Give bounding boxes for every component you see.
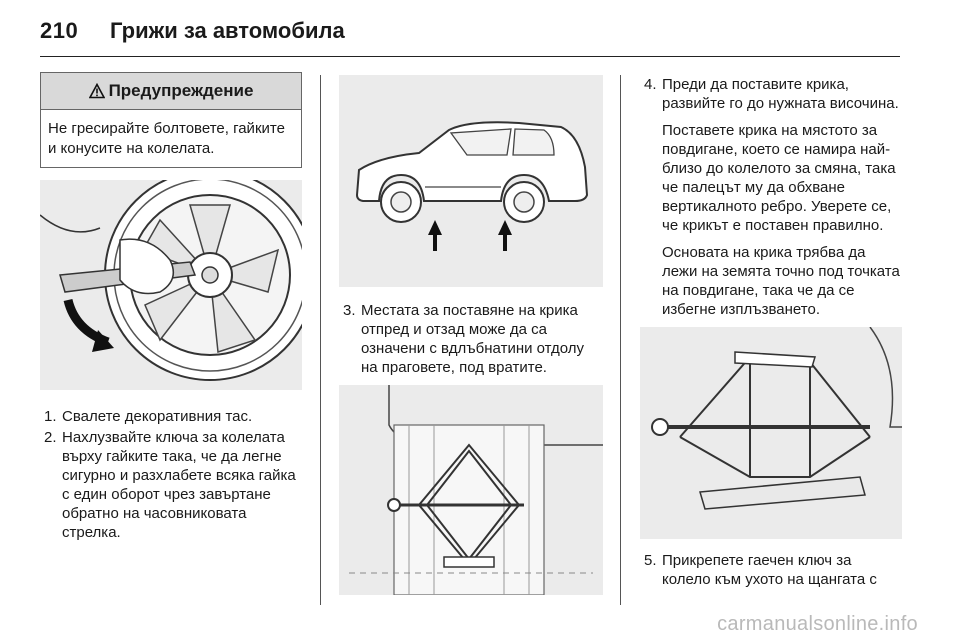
column-middle — [339, 72, 603, 595]
watermark: carmanualsonline.info — [717, 613, 918, 635]
column-divider — [320, 75, 321, 605]
warning-header — [41, 73, 301, 110]
header-rule — [40, 56, 900, 57]
chapter-title: Грижи за автомобила — [110, 18, 345, 43]
list-item: 2. Нахлузвайте ключа за колелата върху гайките така, че да легне сигурно и разхлабете всяка гайка с един оборот чрез завъртане обратно на часовниковата стрелка. — [44, 429, 296, 541]
car-jack-points-illustration — [339, 75, 603, 287]
list-item: 5. Прикрепете гаечен ключ за колело към ухото на щангата с — [644, 552, 877, 588]
warning-triangle-icon — [89, 83, 105, 99]
list-item: 3. Местата за поставяне на крика отпред и отзад може да са означени с вдлъбнатини отдолу на праговете, под вратите. — [343, 302, 585, 376]
column-left — [40, 72, 302, 542]
scissor-jack-illustration — [640, 327, 902, 539]
warning-box — [40, 72, 302, 168]
column-divider — [620, 75, 621, 605]
page-header — [40, 16, 920, 56]
column-right — [640, 72, 902, 589]
list-item: 4. Преди да поставите крика, развийте го до нужната височина. — [644, 76, 899, 112]
list-item: 1. Свалете декоративния тас. — [44, 408, 253, 425]
paragraph: Основата на крика трябва да лежи на земята точно под точката на повдигане, така че да се избегне изплъзването. — [662, 244, 900, 318]
warning-text: Не гресирайте болтовете, гайките и конусите на колелата. — [48, 120, 285, 157]
paragraph: Поставете крика на мястото за повдигане, което се намира най-близо до колелото за смяна, така че палецът му да обхване вертикалното ребро. Уверете се, че крикът е поставен правилно. — [662, 122, 896, 234]
jack-front-view-illustration — [339, 385, 603, 595]
warning-title: Предупреждение — [108, 81, 254, 100]
wheel-wrench-illustration — [40, 180, 302, 390]
page-number: 210 — [40, 18, 79, 43]
